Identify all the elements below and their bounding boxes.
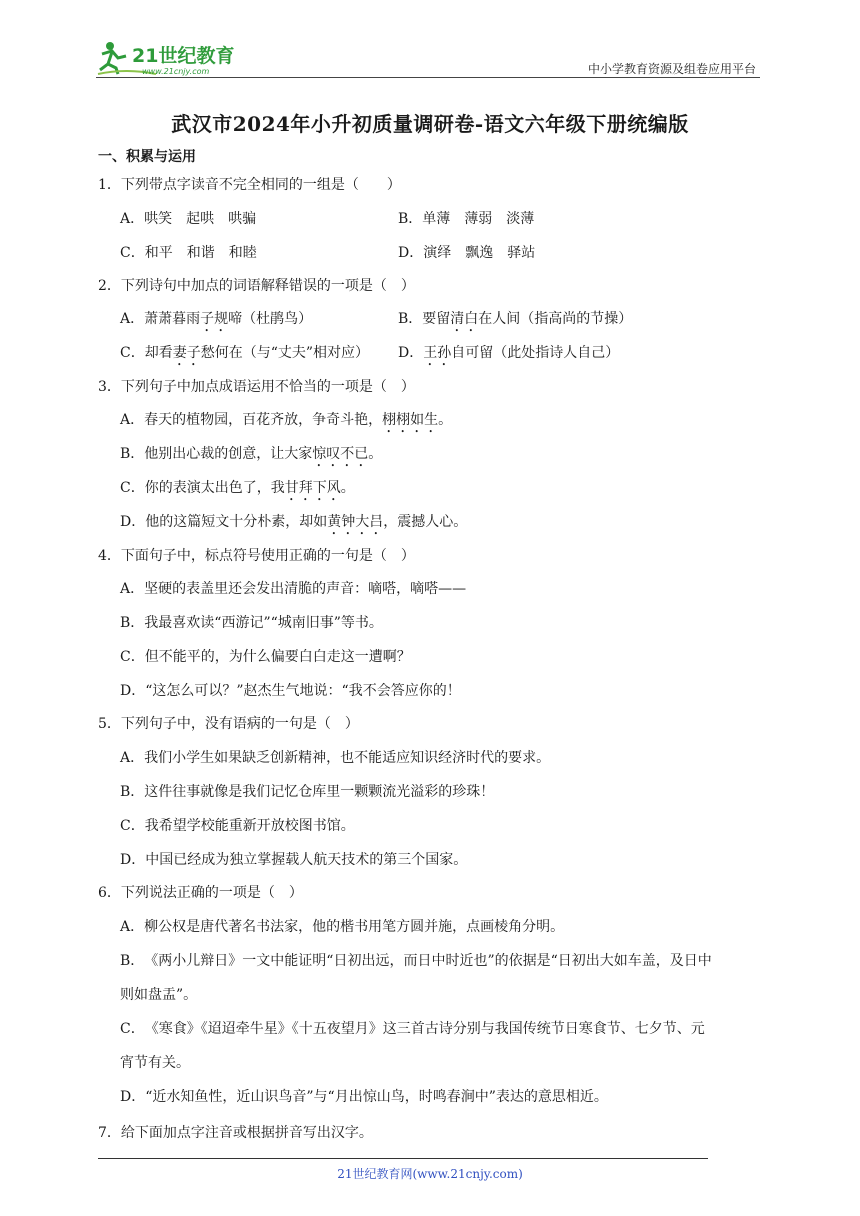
option-label: A．	[120, 581, 145, 597]
option-label: A．	[120, 311, 145, 327]
option-label: A．	[120, 412, 145, 428]
option-b	[120, 443, 382, 470]
question-stem: 6．下列说法正确的一项是（ ）	[98, 885, 303, 901]
option-text: 。	[340, 480, 355, 496]
question-stem: 4．下面句子中，标点符号使用正确的一句是（ ）	[98, 548, 415, 564]
option-text: ，震撼人心。	[383, 514, 468, 530]
option-text: 春天的植物园，百花齐放，争奇斗艳，	[144, 412, 383, 428]
option-label: C．	[120, 245, 145, 261]
header-divider	[96, 77, 760, 78]
page-title: 武汉市2024年小升初质量调研卷-语文六年级下册统编版	[171, 112, 689, 136]
question-stem: 2．下列诗句中加点的词语解释错误的一项是（ ）	[98, 278, 415, 294]
option-text: 坚硬的表盖里还会发出清脆的声音：嘀嗒，嘀嗒——	[144, 581, 467, 597]
option-text-continued: 则如盘盂”。	[120, 987, 198, 1003]
option-text: 。	[438, 412, 453, 428]
option-d	[120, 849, 467, 869]
option-b	[398, 208, 534, 228]
option-label: A．	[120, 211, 145, 227]
header-platform-text: 中小学教育资源及组卷应用平台	[587, 62, 756, 76]
option-d	[120, 1086, 608, 1106]
dotted-word: 子规	[200, 311, 229, 327]
option-label: D．	[398, 245, 424, 261]
option-label: D．	[120, 683, 146, 699]
option-b	[398, 308, 632, 335]
option-label: D．	[120, 852, 146, 868]
option-text: 自可留（此处指诗人自己）	[451, 345, 620, 361]
option-label: B．	[120, 953, 145, 969]
option-text: 这件往事就像是我们记忆仓库里一颗颗流光溢彩的珍珠！	[144, 784, 495, 800]
option-label: C．	[120, 818, 145, 834]
option-label: C．	[120, 345, 145, 361]
footer-text: 21世纪教育网(www.21cnjy.com)	[337, 1167, 523, 1181]
option-text: 他别出心裁的创意，让大家	[144, 446, 313, 462]
option-text: 啼（杜鹃鸟）	[228, 311, 313, 327]
option-label: B．	[120, 446, 145, 462]
option-a	[120, 747, 550, 767]
option-label: B．	[120, 784, 145, 800]
option-d	[120, 680, 461, 700]
option-label: C．	[120, 480, 145, 496]
option-text: 哄笑 起哄 哄骗	[144, 211, 257, 227]
option-a	[120, 308, 312, 335]
option-text: “近水知鱼性，近山识鸟音”与“月出惊山鸟，时鸣春涧中”表达的意思相近。	[145, 1089, 608, 1105]
dotted-word: 妻子	[172, 345, 201, 361]
option-a	[120, 578, 466, 598]
option-text: 演绎 飘逸 驿站	[423, 245, 536, 261]
option-text: 柳公权是唐代著名书法家，他的楷书用笔方圆并施，点画棱角分明。	[144, 919, 565, 935]
dotted-word: 王孙	[423, 345, 452, 361]
option-c	[120, 1018, 705, 1038]
option-label: A．	[120, 750, 145, 766]
option-text: 中国已经成为独立掌握载人航天技术的第三个国家。	[145, 852, 468, 868]
footer-divider	[98, 1158, 708, 1159]
logo-text: 21世纪教育	[132, 45, 235, 67]
option-c	[120, 477, 355, 504]
option-text: 我希望学校能重新开放校图书馆。	[144, 818, 355, 834]
option-c	[120, 342, 369, 369]
option-text: 你的表演太出色了，我	[144, 480, 285, 496]
option-c	[120, 646, 411, 666]
option-text: 愁何在（与“丈夫”相对应）	[200, 345, 370, 361]
option-text: 要留	[422, 311, 451, 327]
question-stem: 5．下列句子中，没有语病的一句是（ ）	[98, 716, 359, 732]
option-text: 。	[368, 446, 383, 462]
section-heading: 一、积累与运用	[98, 149, 196, 165]
option-a	[120, 916, 564, 936]
option-text: 在人间（指高尚的节操）	[478, 311, 633, 327]
option-b	[120, 950, 712, 970]
question-stem: 3．下列句子中加点成语运用不恰当的一项是（ ）	[98, 379, 415, 395]
dotted-word: 栩栩如生	[382, 412, 439, 428]
logo-url: www.21cnjy.com	[142, 67, 210, 76]
dotted-word: 黄钟大吕	[327, 514, 384, 530]
option-label: D．	[120, 1089, 146, 1105]
option-text: 《两小儿辩日》一文中能证明“日初出远，而日中时近也”的依据是“日初出大如车盖，及日中	[144, 953, 712, 969]
option-text: 《寒食》《迢迢牵牛星》《十五夜望月》这三首古诗分别与我国传统节日寒食节、七夕节、元	[144, 1021, 705, 1037]
question-stem: 7．给下面加点字注音或根据拼音写出汉字。	[98, 1125, 373, 1141]
option-text: 萧萧暮雨	[144, 311, 201, 327]
option-text: 单薄 薄弱 淡薄	[422, 211, 535, 227]
option-c	[120, 815, 355, 835]
option-d	[398, 242, 535, 262]
option-text: 我最喜欢读“西游记”“城南旧事”等书。	[144, 615, 383, 631]
option-label: B．	[398, 311, 423, 327]
option-label: A．	[120, 919, 145, 935]
dotted-word: 甘拜下风	[284, 480, 341, 496]
option-label: C．	[120, 1021, 145, 1037]
option-d	[120, 511, 467, 538]
question-stem: 1．下列带点字读音不完全相同的一组是（ ）	[98, 177, 401, 193]
option-b	[120, 781, 494, 801]
option-b	[120, 612, 383, 632]
page-header	[96, 34, 760, 80]
option-text: 却看	[144, 345, 173, 361]
option-text-continued: 宵节有关。	[120, 1055, 190, 1071]
option-a	[120, 409, 452, 436]
option-d	[398, 342, 619, 369]
option-c	[120, 242, 257, 262]
option-text: 和平 和谐 和睦	[144, 245, 257, 261]
option-text: 他的这篇短文十分朴素，却如	[145, 514, 328, 530]
option-label: D．	[120, 514, 146, 530]
option-label: B．	[120, 615, 145, 631]
option-text: 我们小学生如果缺乏创新精神，也不能适应知识经济时代的要求。	[144, 750, 551, 766]
option-label: C．	[120, 649, 145, 665]
option-label: B．	[398, 211, 423, 227]
dotted-word: 惊叹不已	[312, 446, 369, 462]
logo-21cnjy	[96, 38, 256, 78]
option-a	[120, 208, 256, 228]
dotted-word: 清白	[450, 311, 479, 327]
option-label: D．	[398, 345, 424, 361]
option-text: “这怎么可以？”赵杰生气地说：“我不会答应你的！	[145, 683, 461, 699]
option-text: 但不能平的，为什么偏要白白走这一遭啊？	[144, 649, 411, 665]
